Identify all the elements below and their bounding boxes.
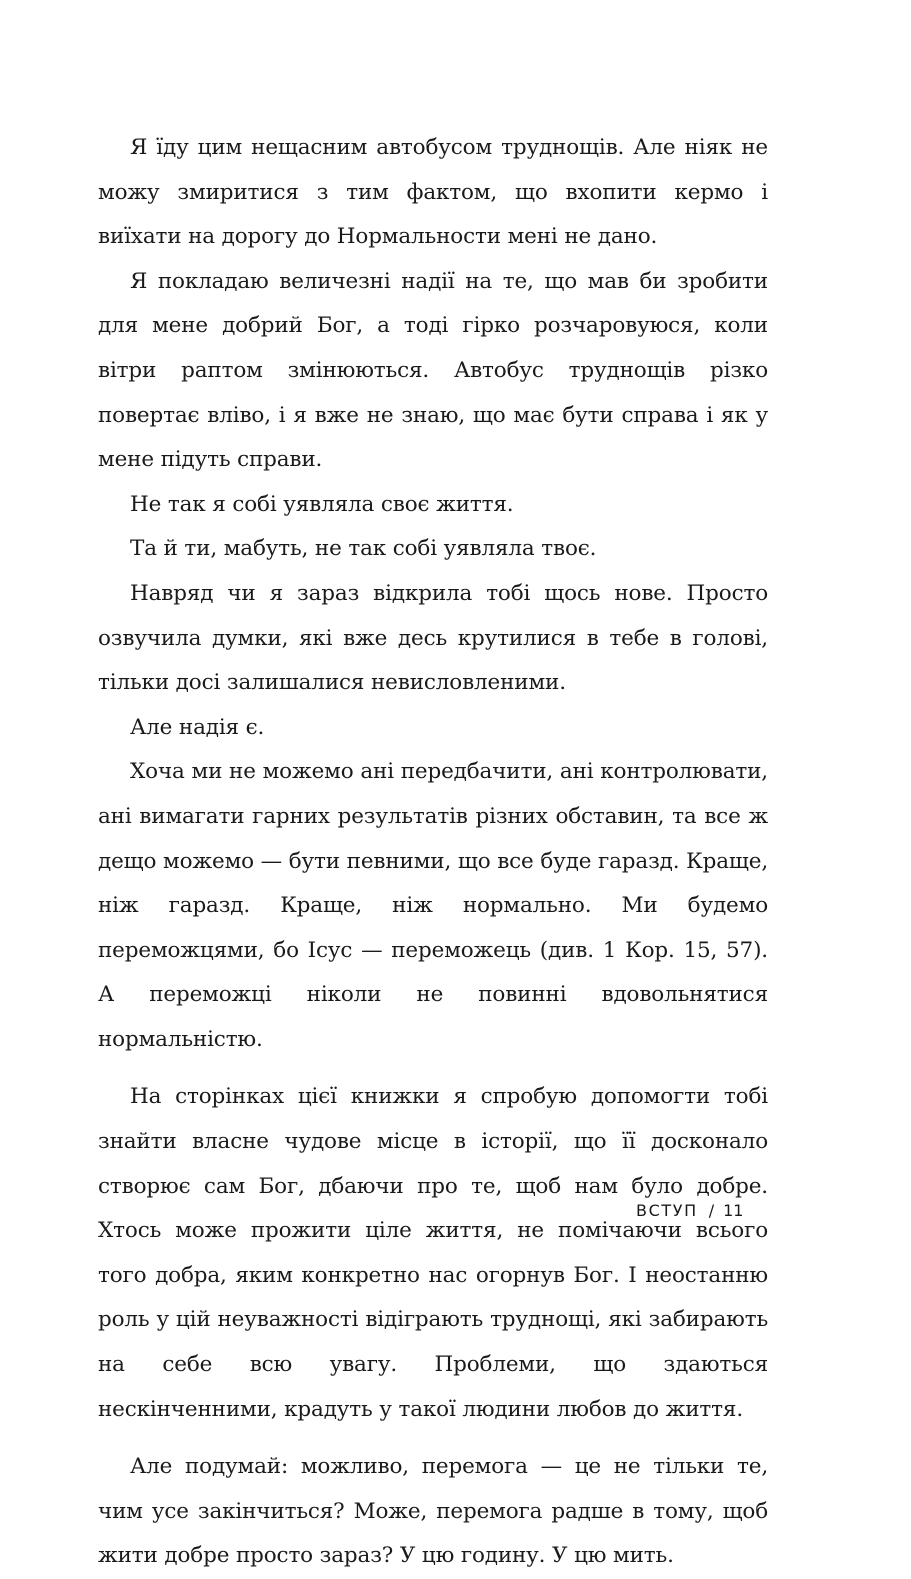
paragraph-1: Я їду цим нещасним автобусом труднощів. Але ніяк не можу змиритися з тим фактом, що вхопити кермо і виїхати на дорогу до Нормальности мені не дано. (98, 135, 768, 250)
footer-separator: / (708, 1201, 715, 1220)
paragraph-2: Я покладаю величезні надії на те, що мав би зробити для мене добрий Бог, а тоді гірко розчаровуюся, коли вітри раптом змінюються. Автобус труднощів різко повертає вліво, і я вже не знаю, що має бути справа і як у мене підуть справи. (98, 268, 768, 473)
paragraph-9: Але подумай: можливо, перемога — це не тільки те, чим усе закінчиться? Може, перемога радше в тому, щоб жити добре просто зараз? У цю годину. У цю мить. (98, 1454, 768, 1569)
paragraph-7: Хоча ми не можемо ані передбачити, ані контролювати, ані вимагати гарних результатів різних обставин, та все ж дещо можемо — бути певними, що все буде гаразд. Краще, ніж гаразд. Краще, ніж нормально. Ми будемо переможцями, бо Ісус — переможець (див. 1 Кор. 15, 57). А переможці ніколи не повинні вдовольнятися нормальністю. (98, 759, 768, 1052)
body-text (98, 126, 768, 1579)
section-title: ВСТУП (636, 1201, 698, 1220)
paragraph-4: Та й ти, мабуть, не так собі уявляла твоє. (130, 536, 597, 562)
paragraph-8: На сторінках цієї книжки я спробую допомогти тобі знайти власне чудове місце в історії, що її досконало створює сам Бог, дбаючи про те, щоб нам було добре. Хтось може прожити ціле життя, не помічаючи всього того добра, яким конкретно нас огорнув Бог. І неостанню роль у цій неуважності відіграють труднощі, які забирають на себе всю увагу. Проблеми, що здаються нескінченними, крадуть у такої людини любов до життя. (98, 1084, 768, 1422)
paragraph-3: Не так я собі уявляла своє життя. (130, 491, 514, 517)
paragraph-6: Але надія є. (130, 714, 265, 740)
running-footer (636, 1201, 776, 1225)
paragraph-5: Навряд чи я зараз відкрила тобі щось нове. Просто озвучила думки, які вже десь крутилися в тебе в голові, тільки досі залишалися невисловленими. (98, 580, 768, 696)
page-number: 11 (723, 1201, 744, 1220)
